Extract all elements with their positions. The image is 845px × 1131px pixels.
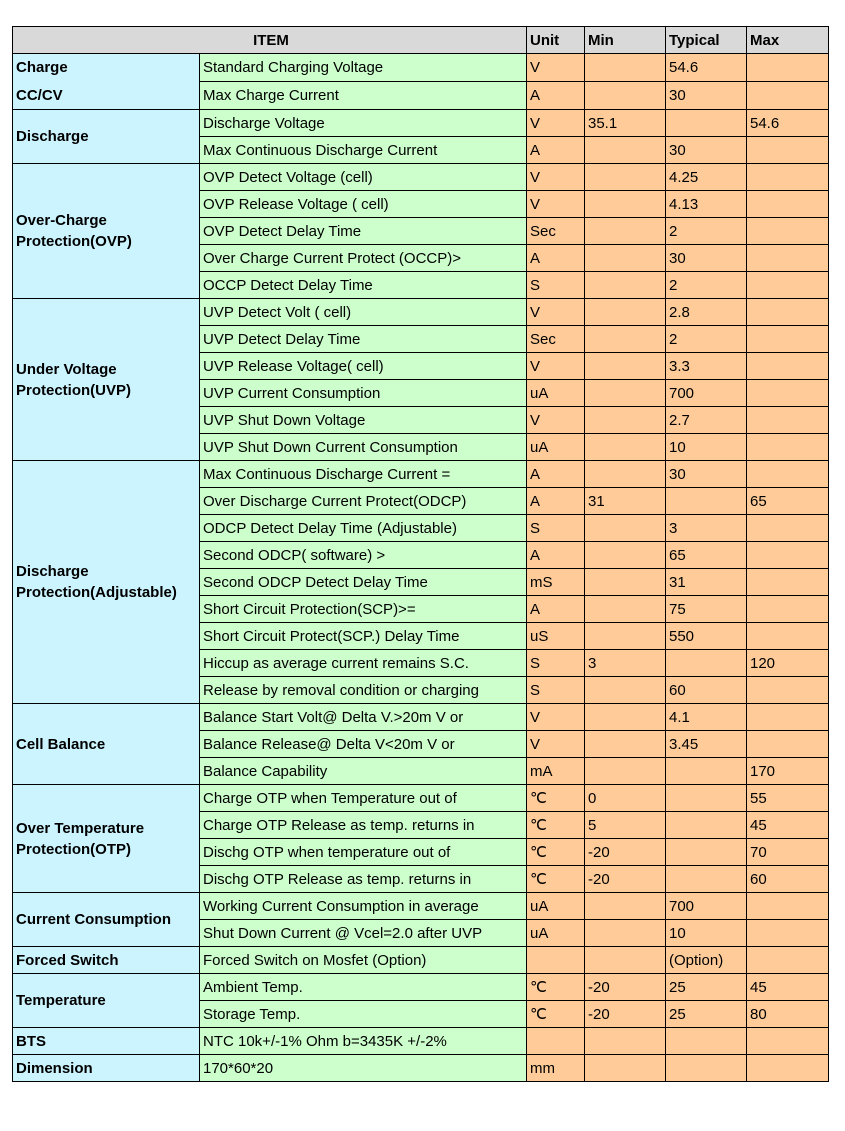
item-label: Standard Charging Voltage	[200, 54, 527, 82]
typical-cell: 30	[666, 245, 747, 272]
unit-cell: V	[527, 299, 585, 326]
typical-cell: 2.7	[666, 407, 747, 434]
unit-cell: V	[527, 704, 585, 731]
category-label: Over Temperature Protection(OTP)	[13, 785, 200, 893]
typical-cell	[666, 839, 747, 866]
typical-cell: (Option)	[666, 947, 747, 974]
unit-cell: S	[527, 650, 585, 677]
unit-cell	[527, 1028, 585, 1055]
typical-cell: 31	[666, 569, 747, 596]
max-cell	[747, 218, 829, 245]
unit-cell: S	[527, 272, 585, 299]
typical-cell	[666, 758, 747, 785]
item-label: Hiccup as average current remains S.C.	[200, 650, 527, 677]
unit-cell: S	[527, 515, 585, 542]
unit-cell: S	[527, 677, 585, 704]
min-cell: -20	[585, 1001, 666, 1028]
typical-cell	[666, 488, 747, 515]
item-label: Short Circuit Protection(SCP)>=	[200, 596, 527, 623]
spec-table	[12, 26, 829, 1082]
item-label: Working Current Consumption in average	[200, 893, 527, 920]
typical-cell: 550	[666, 623, 747, 650]
item-label: OVP Detect Delay Time	[200, 218, 527, 245]
category-label: Forced Switch	[13, 947, 200, 974]
unit-cell: V	[527, 191, 585, 218]
max-cell	[747, 596, 829, 623]
unit-cell: A	[527, 82, 585, 110]
item-label: NTC 10k+/-1% Ohm b=3435K +/-2%	[200, 1028, 527, 1055]
max-cell	[747, 569, 829, 596]
header-row	[13, 27, 829, 54]
min-cell	[585, 893, 666, 920]
unit-cell: ℃	[527, 812, 585, 839]
max-cell	[747, 1055, 829, 1082]
max-cell: 60	[747, 866, 829, 893]
max-cell: 45	[747, 812, 829, 839]
max-cell	[747, 434, 829, 461]
item-label: Forced Switch on Mosfet (Option)	[200, 947, 527, 974]
typical-cell	[666, 785, 747, 812]
typical-cell: 25	[666, 974, 747, 1001]
max-cell	[747, 461, 829, 488]
item-label: Shut Down Current @ Vcel=2.0 after UVP	[200, 920, 527, 947]
max-cell: 120	[747, 650, 829, 677]
min-cell	[585, 137, 666, 164]
unit-cell: V	[527, 164, 585, 191]
item-label: Dischg OTP when temperature out of	[200, 839, 527, 866]
item-label: Balance Release@ Delta V<20m V or	[200, 731, 527, 758]
item-label: OVP Release Voltage ( cell)	[200, 191, 527, 218]
table-row	[13, 1055, 829, 1082]
min-cell	[585, 947, 666, 974]
typical-cell	[666, 110, 747, 137]
header-typical: Typical	[666, 27, 747, 54]
table-row	[13, 299, 829, 326]
max-cell	[747, 1028, 829, 1055]
min-cell	[585, 596, 666, 623]
min-cell	[585, 54, 666, 82]
item-label: UVP Shut Down Voltage	[200, 407, 527, 434]
table-row	[13, 164, 829, 191]
min-cell	[585, 677, 666, 704]
max-cell: 70	[747, 839, 829, 866]
max-cell	[747, 326, 829, 353]
unit-cell: A	[527, 542, 585, 569]
min-cell	[585, 461, 666, 488]
item-label: OCCP Detect Delay Time	[200, 272, 527, 299]
max-cell	[747, 515, 829, 542]
table-row	[13, 54, 829, 82]
min-cell: 0	[585, 785, 666, 812]
typical-cell	[666, 1028, 747, 1055]
item-label: Max Continuous Discharge Current	[200, 137, 527, 164]
item-label: UVP Current Consumption	[200, 380, 527, 407]
typical-cell	[666, 866, 747, 893]
typical-cell: 2	[666, 218, 747, 245]
table-row	[13, 974, 829, 1001]
table-row	[13, 785, 829, 812]
item-label: Release by removal condition or charging	[200, 677, 527, 704]
max-cell	[747, 353, 829, 380]
min-cell	[585, 731, 666, 758]
min-cell: -20	[585, 866, 666, 893]
typical-cell: 2	[666, 272, 747, 299]
max-cell	[747, 137, 829, 164]
table-row	[13, 893, 829, 920]
category-label: Dimension	[13, 1055, 200, 1082]
unit-cell	[527, 947, 585, 974]
table-row	[13, 461, 829, 488]
max-cell: 80	[747, 1001, 829, 1028]
max-cell	[747, 407, 829, 434]
min-cell: 35.1	[585, 110, 666, 137]
unit-cell: V	[527, 54, 585, 82]
min-cell	[585, 218, 666, 245]
item-label: UVP Release Voltage( cell)	[200, 353, 527, 380]
table-row	[13, 1028, 829, 1055]
item-label: Balance Start Volt@ Delta V.>20m V or	[200, 704, 527, 731]
min-cell	[585, 191, 666, 218]
min-cell	[585, 623, 666, 650]
item-label: Charge OTP Release as temp. returns in	[200, 812, 527, 839]
min-cell	[585, 434, 666, 461]
min-cell	[585, 326, 666, 353]
typical-cell	[666, 1055, 747, 1082]
spec-table-body	[13, 54, 829, 1082]
max-cell: 65	[747, 488, 829, 515]
typical-cell: 10	[666, 920, 747, 947]
category-label: BTS	[13, 1028, 200, 1055]
min-cell	[585, 704, 666, 731]
item-label: Second ODCP Detect Delay Time	[200, 569, 527, 596]
header-max: Max	[747, 27, 829, 54]
item-label: Charge OTP when Temperature out of	[200, 785, 527, 812]
typical-cell: 30	[666, 137, 747, 164]
min-cell: 3	[585, 650, 666, 677]
max-cell	[747, 893, 829, 920]
category-label: Under Voltage Protection(UVP)	[13, 299, 200, 461]
category-label: Cell Balance	[13, 704, 200, 785]
typical-cell: 54.6	[666, 54, 747, 82]
header-min: Min	[585, 27, 666, 54]
unit-cell: mS	[527, 569, 585, 596]
min-cell	[585, 164, 666, 191]
unit-cell: A	[527, 461, 585, 488]
item-label: UVP Detect Delay Time	[200, 326, 527, 353]
typical-cell: 2	[666, 326, 747, 353]
unit-cell: uA	[527, 920, 585, 947]
max-cell	[747, 380, 829, 407]
typical-cell: 3.45	[666, 731, 747, 758]
unit-cell: ℃	[527, 1001, 585, 1028]
max-cell	[747, 704, 829, 731]
unit-cell: A	[527, 596, 585, 623]
unit-cell: ℃	[527, 866, 585, 893]
unit-cell: Sec	[527, 218, 585, 245]
max-cell	[747, 920, 829, 947]
min-cell: 5	[585, 812, 666, 839]
min-cell	[585, 569, 666, 596]
unit-cell: mA	[527, 758, 585, 785]
min-cell	[585, 299, 666, 326]
max-cell	[747, 623, 829, 650]
category-label-line: CC/CV	[16, 87, 63, 104]
unit-cell: mm	[527, 1055, 585, 1082]
header-unit: Unit	[527, 27, 585, 54]
min-cell	[585, 758, 666, 785]
unit-cell: ℃	[527, 974, 585, 1001]
table-row	[13, 110, 829, 137]
max-cell	[747, 677, 829, 704]
min-cell	[585, 407, 666, 434]
typical-cell: 700	[666, 893, 747, 920]
header-item: ITEM	[13, 27, 527, 54]
item-label: Ambient Temp.	[200, 974, 527, 1001]
max-cell	[747, 542, 829, 569]
unit-cell: V	[527, 353, 585, 380]
max-cell	[747, 245, 829, 272]
unit-cell: Sec	[527, 326, 585, 353]
min-cell	[585, 272, 666, 299]
table-row	[13, 947, 829, 974]
typical-cell: 60	[666, 677, 747, 704]
item-label: ODCP Detect Delay Time (Adjustable)	[200, 515, 527, 542]
min-cell	[585, 920, 666, 947]
min-cell: -20	[585, 974, 666, 1001]
max-cell	[747, 299, 829, 326]
item-label: Discharge Voltage	[200, 110, 527, 137]
max-cell: 45	[747, 974, 829, 1001]
category-label-line: Charge	[16, 59, 68, 76]
item-label: Second ODCP( software) >	[200, 542, 527, 569]
min-cell	[585, 1055, 666, 1082]
item-label: Max Continuous Discharge Current =	[200, 461, 527, 488]
unit-cell: uA	[527, 893, 585, 920]
min-cell	[585, 542, 666, 569]
unit-cell: A	[527, 488, 585, 515]
typical-cell: 4.13	[666, 191, 747, 218]
unit-cell: V	[527, 110, 585, 137]
typical-cell: 4.1	[666, 704, 747, 731]
category-label: Discharge Protection(Adjustable)	[13, 461, 200, 704]
unit-cell: ℃	[527, 839, 585, 866]
typical-cell: 75	[666, 596, 747, 623]
item-label: 170*60*20	[200, 1055, 527, 1082]
max-cell: 55	[747, 785, 829, 812]
min-cell: -20	[585, 839, 666, 866]
min-cell	[585, 1028, 666, 1055]
item-label: Over Discharge Current Protect(ODCP)	[200, 488, 527, 515]
typical-cell	[666, 650, 747, 677]
typical-cell: 3.3	[666, 353, 747, 380]
min-cell	[585, 353, 666, 380]
item-label: OVP Detect Voltage (cell)	[200, 164, 527, 191]
typical-cell	[666, 812, 747, 839]
unit-cell: A	[527, 137, 585, 164]
category-label: Current Consumption	[13, 893, 200, 947]
typical-cell: 3	[666, 515, 747, 542]
item-label: Short Circuit Protect(SCP.) Delay Time	[200, 623, 527, 650]
min-cell	[585, 245, 666, 272]
category-label: Temperature	[13, 974, 200, 1028]
min-cell: 31	[585, 488, 666, 515]
unit-cell: V	[527, 407, 585, 434]
typical-cell: 10	[666, 434, 747, 461]
unit-cell: A	[527, 245, 585, 272]
max-cell	[747, 54, 829, 82]
typical-cell: 25	[666, 1001, 747, 1028]
table-row	[13, 704, 829, 731]
max-cell	[747, 191, 829, 218]
category-label: Discharge	[13, 110, 200, 164]
max-cell	[747, 272, 829, 299]
unit-cell: V	[527, 731, 585, 758]
item-label: Dischg OTP Release as temp. returns in	[200, 866, 527, 893]
min-cell	[585, 515, 666, 542]
unit-cell: uA	[527, 434, 585, 461]
unit-cell: uA	[527, 380, 585, 407]
typical-cell: 30	[666, 82, 747, 110]
max-cell: 54.6	[747, 110, 829, 137]
category-label: Over-Charge Protection(OVP)	[13, 164, 200, 299]
max-cell	[747, 82, 829, 110]
item-label: UVP Shut Down Current Consumption	[200, 434, 527, 461]
min-cell	[585, 82, 666, 110]
item-label: Balance Capability	[200, 758, 527, 785]
category-label	[13, 54, 200, 110]
typical-cell: 4.25	[666, 164, 747, 191]
item-label: Storage Temp.	[200, 1001, 527, 1028]
max-cell: 170	[747, 758, 829, 785]
typical-cell: 30	[666, 461, 747, 488]
max-cell	[747, 164, 829, 191]
min-cell	[585, 380, 666, 407]
item-label: Over Charge Current Protect (OCCP)>	[200, 245, 527, 272]
max-cell	[747, 947, 829, 974]
max-cell	[747, 731, 829, 758]
item-label: Max Charge Current	[200, 82, 527, 110]
unit-cell: uS	[527, 623, 585, 650]
item-label: UVP Detect Volt ( cell)	[200, 299, 527, 326]
typical-cell: 700	[666, 380, 747, 407]
typical-cell: 2.8	[666, 299, 747, 326]
unit-cell: ℃	[527, 785, 585, 812]
typical-cell: 65	[666, 542, 747, 569]
